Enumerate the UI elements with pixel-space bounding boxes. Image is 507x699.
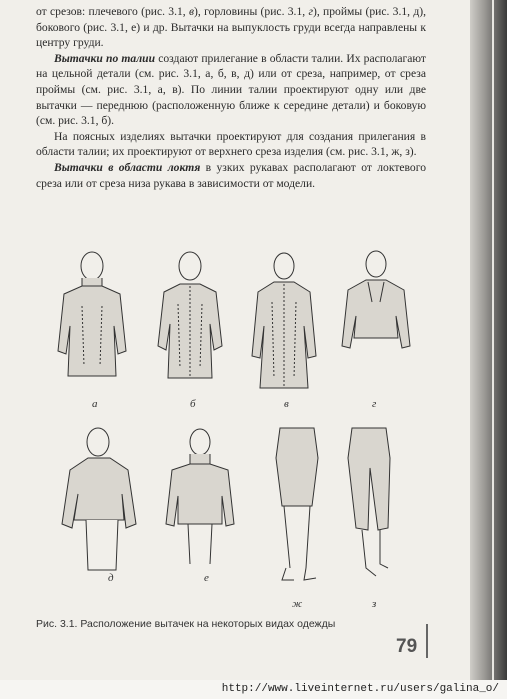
figure-label-b: б: [190, 398, 196, 410]
figure-a-jacket-back: [52, 246, 132, 391]
figure-caption: Рис. 3.1. Расположение вытачек на некоторых видах одежды: [36, 618, 336, 630]
figure-label-a: а: [92, 398, 98, 410]
figure-v-coat-front: [244, 246, 324, 396]
page-number: 79: [396, 636, 418, 657]
figure-label-zh: ж: [292, 598, 303, 610]
book-spine: [470, 0, 507, 680]
source-url[interactable]: http://www.liveinternet.ru/users/galina_o/: [221, 683, 499, 695]
spine-edge: [492, 0, 494, 680]
figure-z-trousers: [334, 418, 404, 598]
figure-e-top-front: [160, 424, 240, 569]
page-number-rule: [426, 624, 428, 658]
figure-label-z: з: [372, 598, 377, 610]
paragraph-2: Вытачки по талии создают прилегание в области талии. Их располагают на цельной детали (см. рис. 3.1, а, б, в, д) или от среза, например, от среза проймы (см. рис. 3.1, а, в). По линии талии проектируют одну или две вытачки — переднюю (расположенную ближе к середине детали) и боковую (см. рис. 3.1, б).: [36, 51, 426, 128]
figure-d-jacket-front: [56, 424, 146, 574]
figure-label-g: г: [372, 398, 377, 410]
figure-g-blouse-front: [336, 246, 416, 356]
figure-label-d: д: [108, 572, 114, 584]
figure-label-v: в: [284, 398, 289, 410]
paragraph-4: Вытачки в области локтя в узких рукавах располагают от локтевого среза или от среза низа рукава в зависимости от модели.: [36, 160, 426, 190]
paragraph-3: На поясных изделиях вытачки проектируют для создания прилегания в области талии; их проектируют от верхнего среза изделия (см. рис. 3.1, ж, з).: [36, 129, 426, 159]
source-url-bar: [0, 680, 507, 699]
paragraph-1: от срезов: плечевого (рис. 3.1, в), горловины (рис. 3.1, г), проймы (рис. 3.1, д), бокового (рис. 3.1, е) и др. Вытачки на выпуклость груди всегда направлены к центру груди.: [36, 5, 427, 50]
body-text: [36, 4, 426, 191]
figure-label-e: е: [204, 572, 209, 584]
figure-zh-skirt: [262, 418, 332, 598]
figure-b-jacket-back: [150, 246, 230, 391]
